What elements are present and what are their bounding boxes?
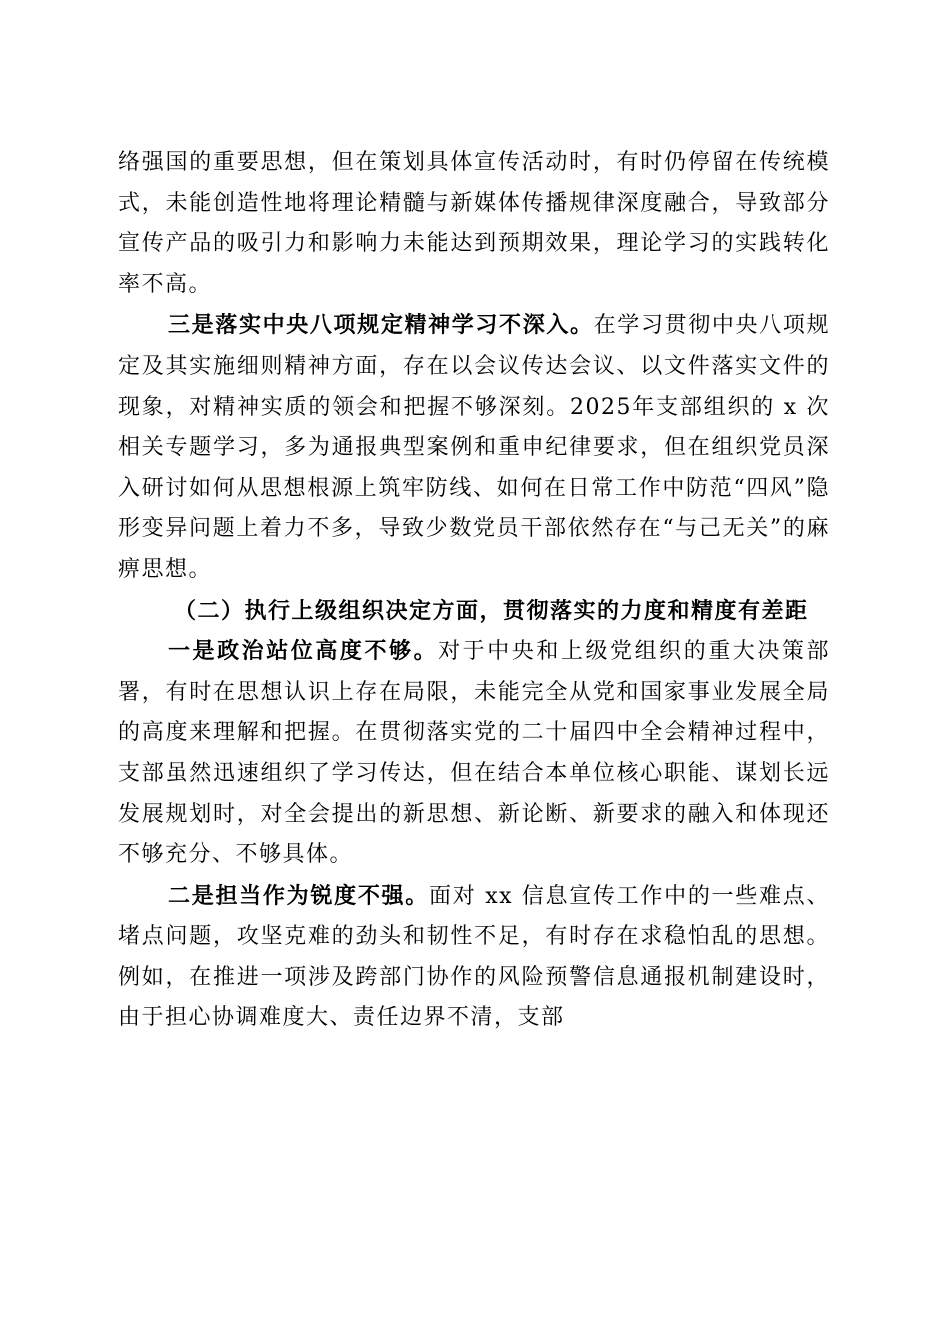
paragraph-3-lead: 一是政治站位高度不够。 <box>168 638 439 665</box>
paragraph-3-text: 对于中央和上级党组织的重大决策部署，有时在思想认识上存在局限，未能完全从党和国家事业发展全局的高度来理解和把握。在贯彻落实党的二十届四中全会精神过程中，支部虽然迅速组织了学习传达，但在结合本单位核心职能、谋划长远发展规划时，对全会提出的新思想、新论断、新要求的融入和体现还不够充分、不够具体。 <box>118 639 830 868</box>
paragraph-4 <box>118 876 830 1039</box>
paragraph-2-text: 在学习贯彻中央八项规定及其实施细则精神方面，存在以会议传达会议、以文件落实文件的现象，对精神实质的领会和把握不够深刻。2025年支部组织的 x 次相关专题学习，多为通报典型案例和重申纪律要求，但在组织党员深入研讨如何从思想根源上筑牢防线、如何在日常工作中防范“四风”隐形变异问题上着力不多，导致少数党员干部依然存在“与己无关”的麻痹思想。 <box>118 313 830 582</box>
section-heading-text: （二）执行上级组织决定方面，贯彻落实的力度和精度有差距 <box>174 597 809 624</box>
paragraph-4-text: 面对 xx 信息宣传工作中的一些难点、堵点问题，攻坚克难的劲头和韧性不足，有时存在求稳怕乱的思想。例如，在推进一项涉及跨部门协作的风险预警信息通报机制建设时，由于担心协调难度大、责任边界不清，支部 <box>118 883 830 1031</box>
section-heading <box>118 591 830 632</box>
paragraph-2-lead: 三是落实中央八项规定精神学习不深入。 <box>168 312 594 339</box>
paragraph-4-lead: 二是担当作为锐度不强。 <box>168 882 430 909</box>
document-page <box>118 143 830 1039</box>
paragraph-1 <box>118 143 830 305</box>
paragraph-1-text: 络强国的重要思想，但在策划具体宣传活动时，有时仍停留在传统模式，未能创造性地将理论精髓与新媒体传播规律深度融合，导致部分宣传产品的吸引力和影响力未能达到预期效果，理论学习的实践转化率不高。 <box>118 150 830 297</box>
paragraph-3 <box>118 631 830 876</box>
paragraph-2 <box>118 305 830 590</box>
